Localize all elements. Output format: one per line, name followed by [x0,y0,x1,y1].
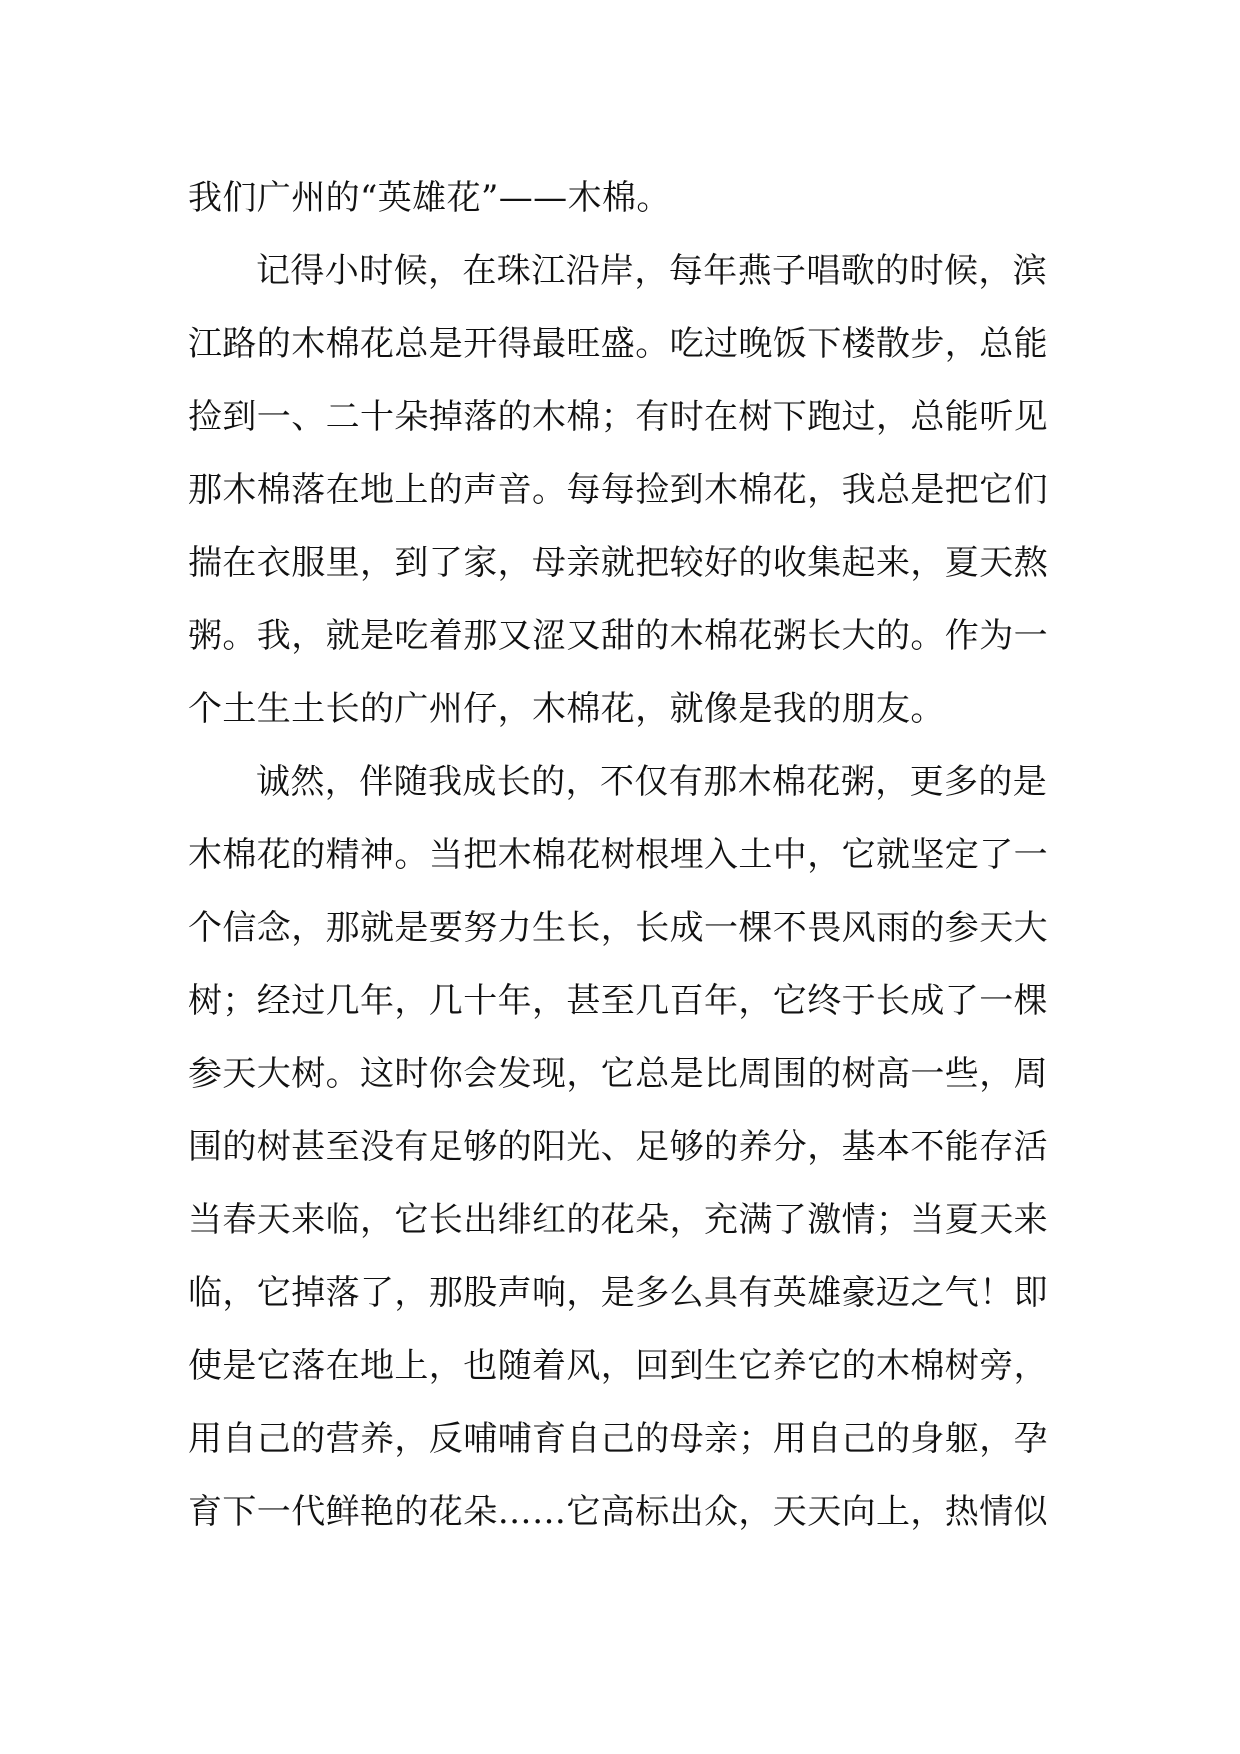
paragraph-3-line-9: 使是它落在地上，也随着风，回到生它养它的木棉树旁， [188,1346,1048,1386]
paragraph-2-line-1: 记得小时候，在珠江沿岸，每年燕子唱歌的时候，滨 [256,251,1048,291]
paragraph-3-line-7: 当春天来临，它长出绯红的花朵，充满了激情；当夏天来 [188,1200,1048,1240]
paragraph-3-line-10: 用自己的营养，反哺哺育自己的母亲；用自己的身躯，孕 [188,1419,1048,1459]
paragraph-3-line-5: 参天大树。这时你会发现，它总是比周围的树高一些，周 [188,1054,1048,1094]
paragraph-3-line-4: 树；经过几年，几十年，甚至几百年，它终于长成了一棵 [188,981,1048,1021]
paragraph-3-line-8: 临，它掉落了，那股声响，是多么具有英雄豪迈之气！即 [188,1273,1048,1313]
paragraph-3-line-1: 诚然，伴随我成长的，不仅有那木棉花粥，更多的是 [256,762,1048,802]
text-line-1: 我们广州的“英雄花”——木棉。 [188,178,671,218]
paragraph-2-line-2: 江路的木棉花总是开得最旺盛。吃过晚饭下楼散步，总能 [188,324,1048,364]
paragraph-3-line-6: 围的树甚至没有足够的阳光、足够的养分，基本不能存活 [188,1127,1048,1167]
paragraph-2-line-5: 揣在衣服里，到了家，母亲就把较好的收集起来，夏天熬 [188,543,1048,583]
paragraph-3-line-11: 育下一代鲜艳的花朵……它高标出众，天天向上，热情似 [188,1492,1048,1532]
paragraph-3-line-2: 木棉花的精神。当把木棉花树根埋入土中，它就坚定了一 [188,835,1048,875]
paragraph-2-line-7: 个土生土长的广州仔，木棉花，就像是我的朋友。 [188,689,945,729]
paragraph-2-line-6: 粥。我，就是吃着那又涩又甜的木棉花粥长大的。作为一 [188,616,1048,656]
paragraph-2-line-4: 那木棉落在地上的声音。每每捡到木棉花，我总是把它们 [188,470,1048,510]
essay-text [188,162,1058,1549]
paragraph-3-line-3: 个信念，那就是要努力生长，长成一棵不畏风雨的参天大 [188,908,1048,948]
paragraph-2-line-3: 捡到一、二十朵掉落的木棉；有时在树下跑过，总能听见 [188,397,1048,437]
